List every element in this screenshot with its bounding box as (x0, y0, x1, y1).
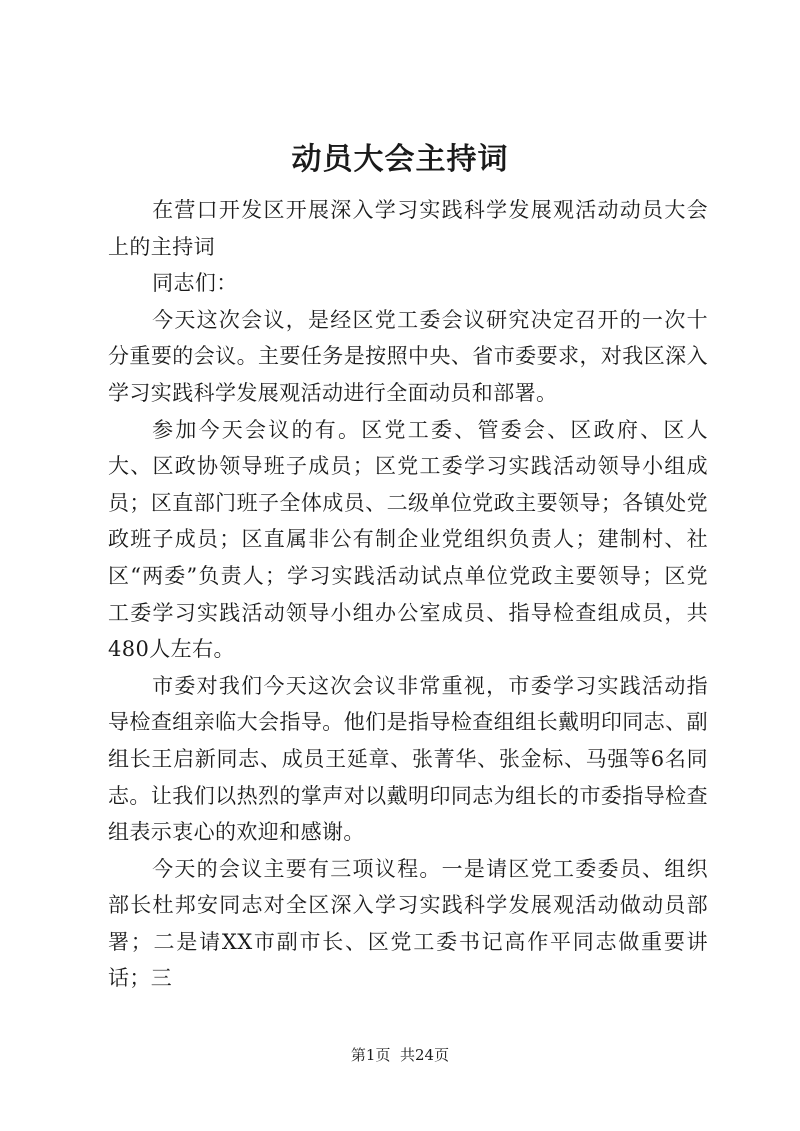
paragraph-meeting-purpose: 今天这次会议，是经区党工委会议研究决定召开的一次十分重要的会议。主要任务是按照中央、省市委要求，对我区深入学习实践科学发展观活动进行全面动员和部署。 (108, 307, 708, 405)
page-footer (0, 1045, 800, 1065)
footer-separator (390, 1046, 400, 1064)
paragraph-greeting: 同志们： (152, 271, 238, 296)
page-total: 共24页 (400, 1046, 450, 1064)
document-title: 动员大会主持词 (291, 142, 509, 177)
paragraph-agenda: 今天的会议主要有三项议程。一是请区党工委委员、组织部长杜邦安同志对全区深入学习实践科学发展观活动做动员部署；二是请XX市副市长、区党工委书记高作平同志做重要讲话；三 (108, 856, 708, 991)
page-number: 第1页 (350, 1046, 391, 1064)
paragraph-guidance-group: 市委对我们今天这次会议非常重视，市委学习实践活动指导检查组亲临大会指导。他们是指导检查组组长戴明印同志、副组长王启新同志、成员王延章、张菁华、张金标、马强等6名同志。让我们以热烈的掌声对以戴明印同志为组长的市委指导检查组表示衷心的欢迎和感谢。 (108, 673, 708, 845)
paragraph-heading-line: 在营口开发区开展深入学习实践科学发展观活动动员大会上的主持词 (108, 198, 708, 259)
paragraph-attendees: 参加今天会议的有。区党工委、管委会、区政府、区人大、区政协领导班子成员；区党工委学习实践活动领导小组成员；区直部门班子全体成员、二级单位党政主要领导；各镇处党政班子成员；区直属非公有制企业党组织负责人；建制村、社区“两委”负责人；学习实践活动试点单位党政主要领导；区党工委学习实践活动领导小组办公室成员、指导检查组成员，共480人左右。 (108, 417, 708, 662)
document-body (108, 192, 708, 997)
